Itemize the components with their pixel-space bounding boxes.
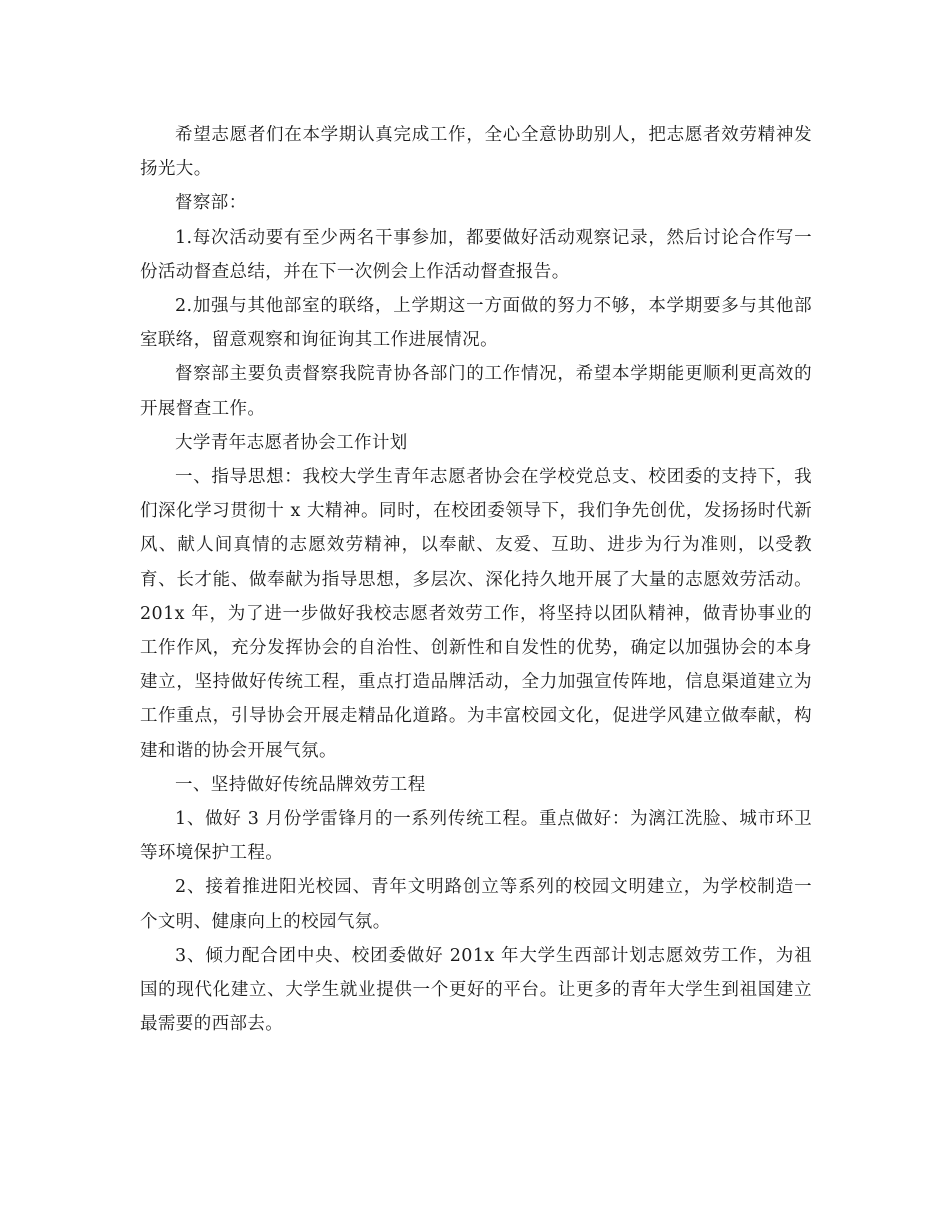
paragraph-inspection-summary: 督察部主要负责督察我院青协各部门的工作情况，希望本学期能更顺利更高效的开展督查工作。: [140, 364, 812, 419]
heading-traditional-projects: 一、坚持做好传统品牌效劳工程: [175, 774, 426, 795]
heading-work-plan: 大学青年志愿者协会工作计划: [175, 432, 408, 453]
document-page: [140, 118, 812, 1041]
paragraph-project-3: 3、倾力配合团中央、校团委做好 201x 年大学生西部计划志愿效劳工作，为祖国的现代化建立、大学生就业提供一个更好的平台。让更多的青年大学生到祖国建立最需要的西部去。: [140, 945, 812, 1035]
paragraph-project-1: 1、做好 3 月份学雷锋月的一系列传统工程。重点做好：为漓江洗脸、城市环卫等环境保护工程。: [140, 809, 812, 864]
paragraph-item-1: 1.每次活动要有至少两名干事参加，都要做好活动观察记录，然后讨论合作写一份活动督查总结，并在下一次例会上作活动督查报告。: [140, 227, 812, 282]
heading-inspection-dept: 督察部：: [175, 193, 247, 214]
paragraph-project-2: 2、接着推进阳光校园、青年文明路创立等系列的校园文明建立，为学校制造一个文明、健康向上的校园气氛。: [140, 877, 812, 932]
paragraph-guiding-thought: 一、指导思想：我校大学生青年志愿者协会在学校党总支、校团委的支持下，我们深化学习贯彻十 x 大精神。同时，在校团委领导下，我们争先创优，发扬扬时代新风、献人间真情的志愿效劳精神，以奉献、友爱、互助、进步为行为准则，以受教育、长才能、做奉献为指导思想，多层次、深化持久地开展了大量的志愿效劳活动。201x 年，为了进一步做好我校志愿者效劳工作，将坚持以团队精神，做青协事业的工作作风，充分发挥协会的自治性、创新性和自发性的优势，确定以加强协会的本身建立，坚持做好传统工程，重点打造品牌活动，全力加强宣传阵地，信息渠道建立为工作重点，引导协会开展走精品化道路。为丰富校园文化，促进学风建立做奉献，构建和谐的协会开展气氛。: [140, 467, 812, 761]
paragraph-volunteer-hope: 希望志愿者们在本学期认真完成工作，全心全意协助别人，把志愿者效劳精神发扬光大。: [140, 125, 812, 180]
paragraph-item-2: 2.加强与其他部室的联络，上学期这一方面做的努力不够，本学期要多与其他部室联络，留意观察和询征询其工作进展情况。: [140, 296, 812, 351]
